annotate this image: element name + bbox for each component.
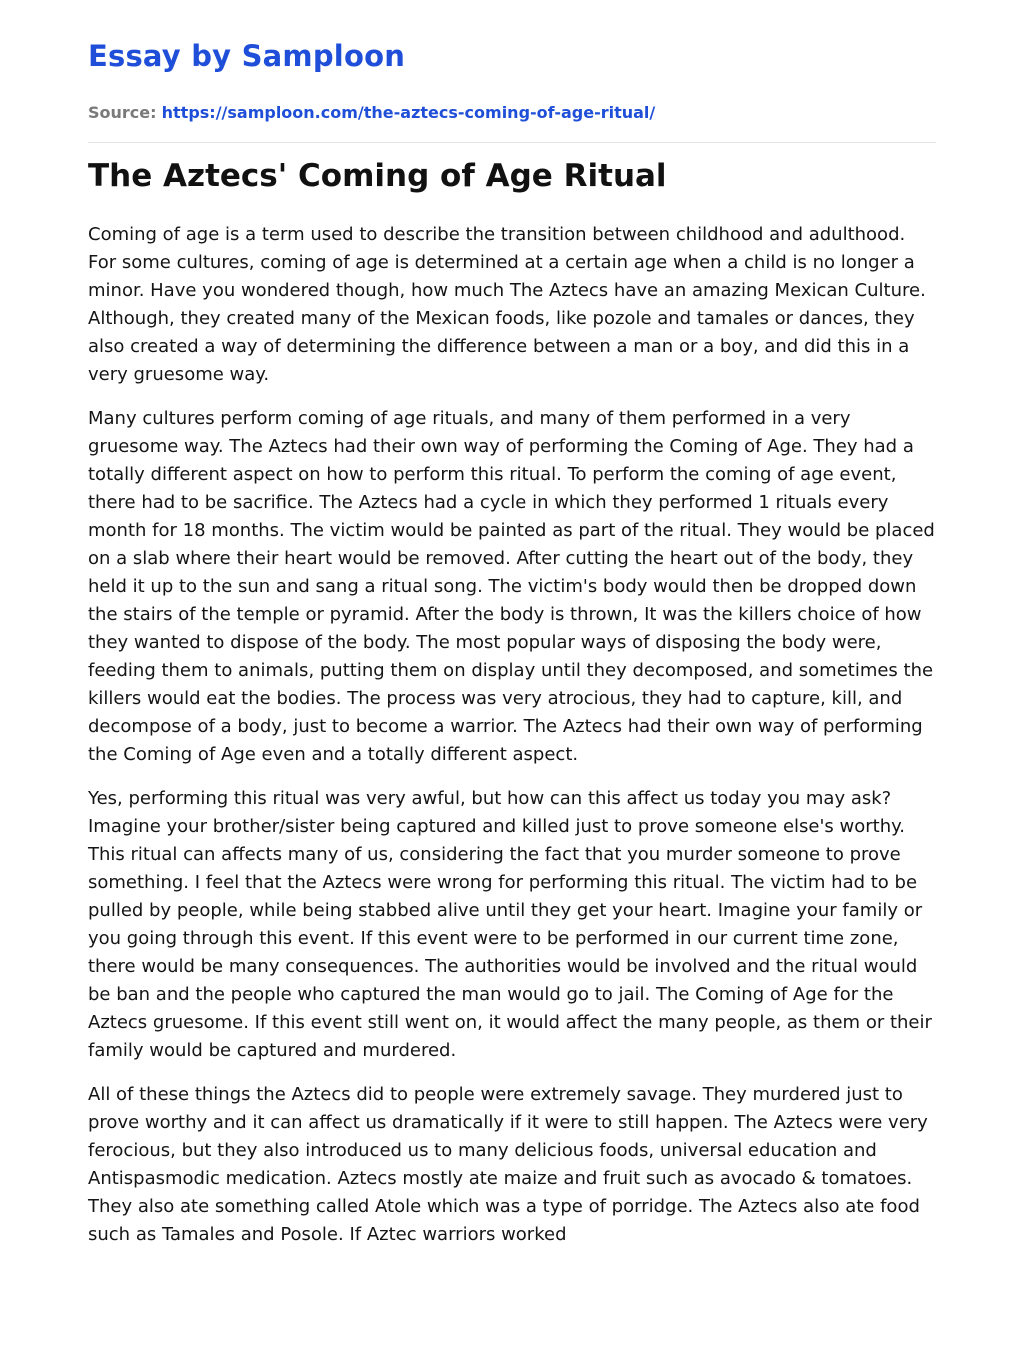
essay-body <box>88 221 936 1265</box>
essay-paragraph-4: All of these things the Aztecs did to people were extremely savage. They murdered just to prove worthy and it can affect us dramatically if it were to still happen. The Aztecs were very ferocious, but they also introduced us to many delicious foods, universal education and Antispasmodic medication. Aztecs mostly ate maize and fruit such as avocado & tomatoes. They also ate something called Atole which was a type of porridge. The Aztecs also ate food such as Tamales and Posole. If Aztec warriors worked <box>88 1084 928 1245</box>
essay-paragraph-2: Many cultures perform coming of age rituals, and many of them performed in a very gruesome way. The Aztecs had their own way of performing the Coming of Age. They had a totally different aspect on how to perform this ritual. To perform the coming of age event, there had to be sacrifice. The Aztecs had a cycle in which they performed 1 rituals every month for 18 months. The victim would be painted as part of the ritual. They would be placed on a slab where their heart would be removed. After cutting the heart out of the body, they held it up to the sun and sang a ritual song. The victim's body would then be dropped down the stairs of the temple or pyramid. After the body is thrown, It was the killers choice of how they wanted to dispose of the body. The most popular ways of disposing the body were, feeding them to animals, putting them on display until they decomposed, and sometimes the killers would eat the bodies. The process was very atrocious, they had to capture, kill, and decompose of a body, just to become a warrior. The Aztecs had their own way of performing the Coming of Age even and a totally different aspect. <box>88 408 935 765</box>
source-line <box>88 101 655 125</box>
brand-title: Essay by Samploon <box>88 39 406 73</box>
source-label: Source: <box>88 103 157 122</box>
essay-title: The Aztecs' Coming of Age Ritual <box>88 158 667 194</box>
essay-paragraph-1: Coming of age is a term used to describe the transition between childhood and adulthood. For some cultures, coming of age is determined at a certain age when a child is no longer a minor. Have you wondered though, how much The Aztecs have an amazing Mexican Culture. Although, they created many of the Mexican foods, like pozole and tamales or dances, they also created a way of determining the difference between a man or a boy, and did this in a very gruesome way. <box>88 224 926 385</box>
header-divider <box>88 142 936 143</box>
source-link[interactable]: https://samploon.com/the-aztecs-coming-of-age-ritual/ <box>161 103 656 122</box>
essay-paragraph-3: Yes, performing this ritual was very awful, but how can this affect us today you may ask? Imagine your brother/sister being captured and killed just to prove someone else's worthy. This ritual can affects many of us, considering the fact that you murder someone to prove something. I feel that the Aztecs were wrong for performing this ritual. The victim had to be pulled by people, while being stabbed alive until they get your heart. Imagine your family or you going through this event. If this event were to be performed in our current time zone, there would be many consequences. The authorities would be involved and the ritual would be ban and the people who captured the man would go to jail. The Coming of Age for the Aztecs gruesome. If this event still went on, it would affect the many people, as them or their family would be captured and murdered. <box>88 788 932 1061</box>
